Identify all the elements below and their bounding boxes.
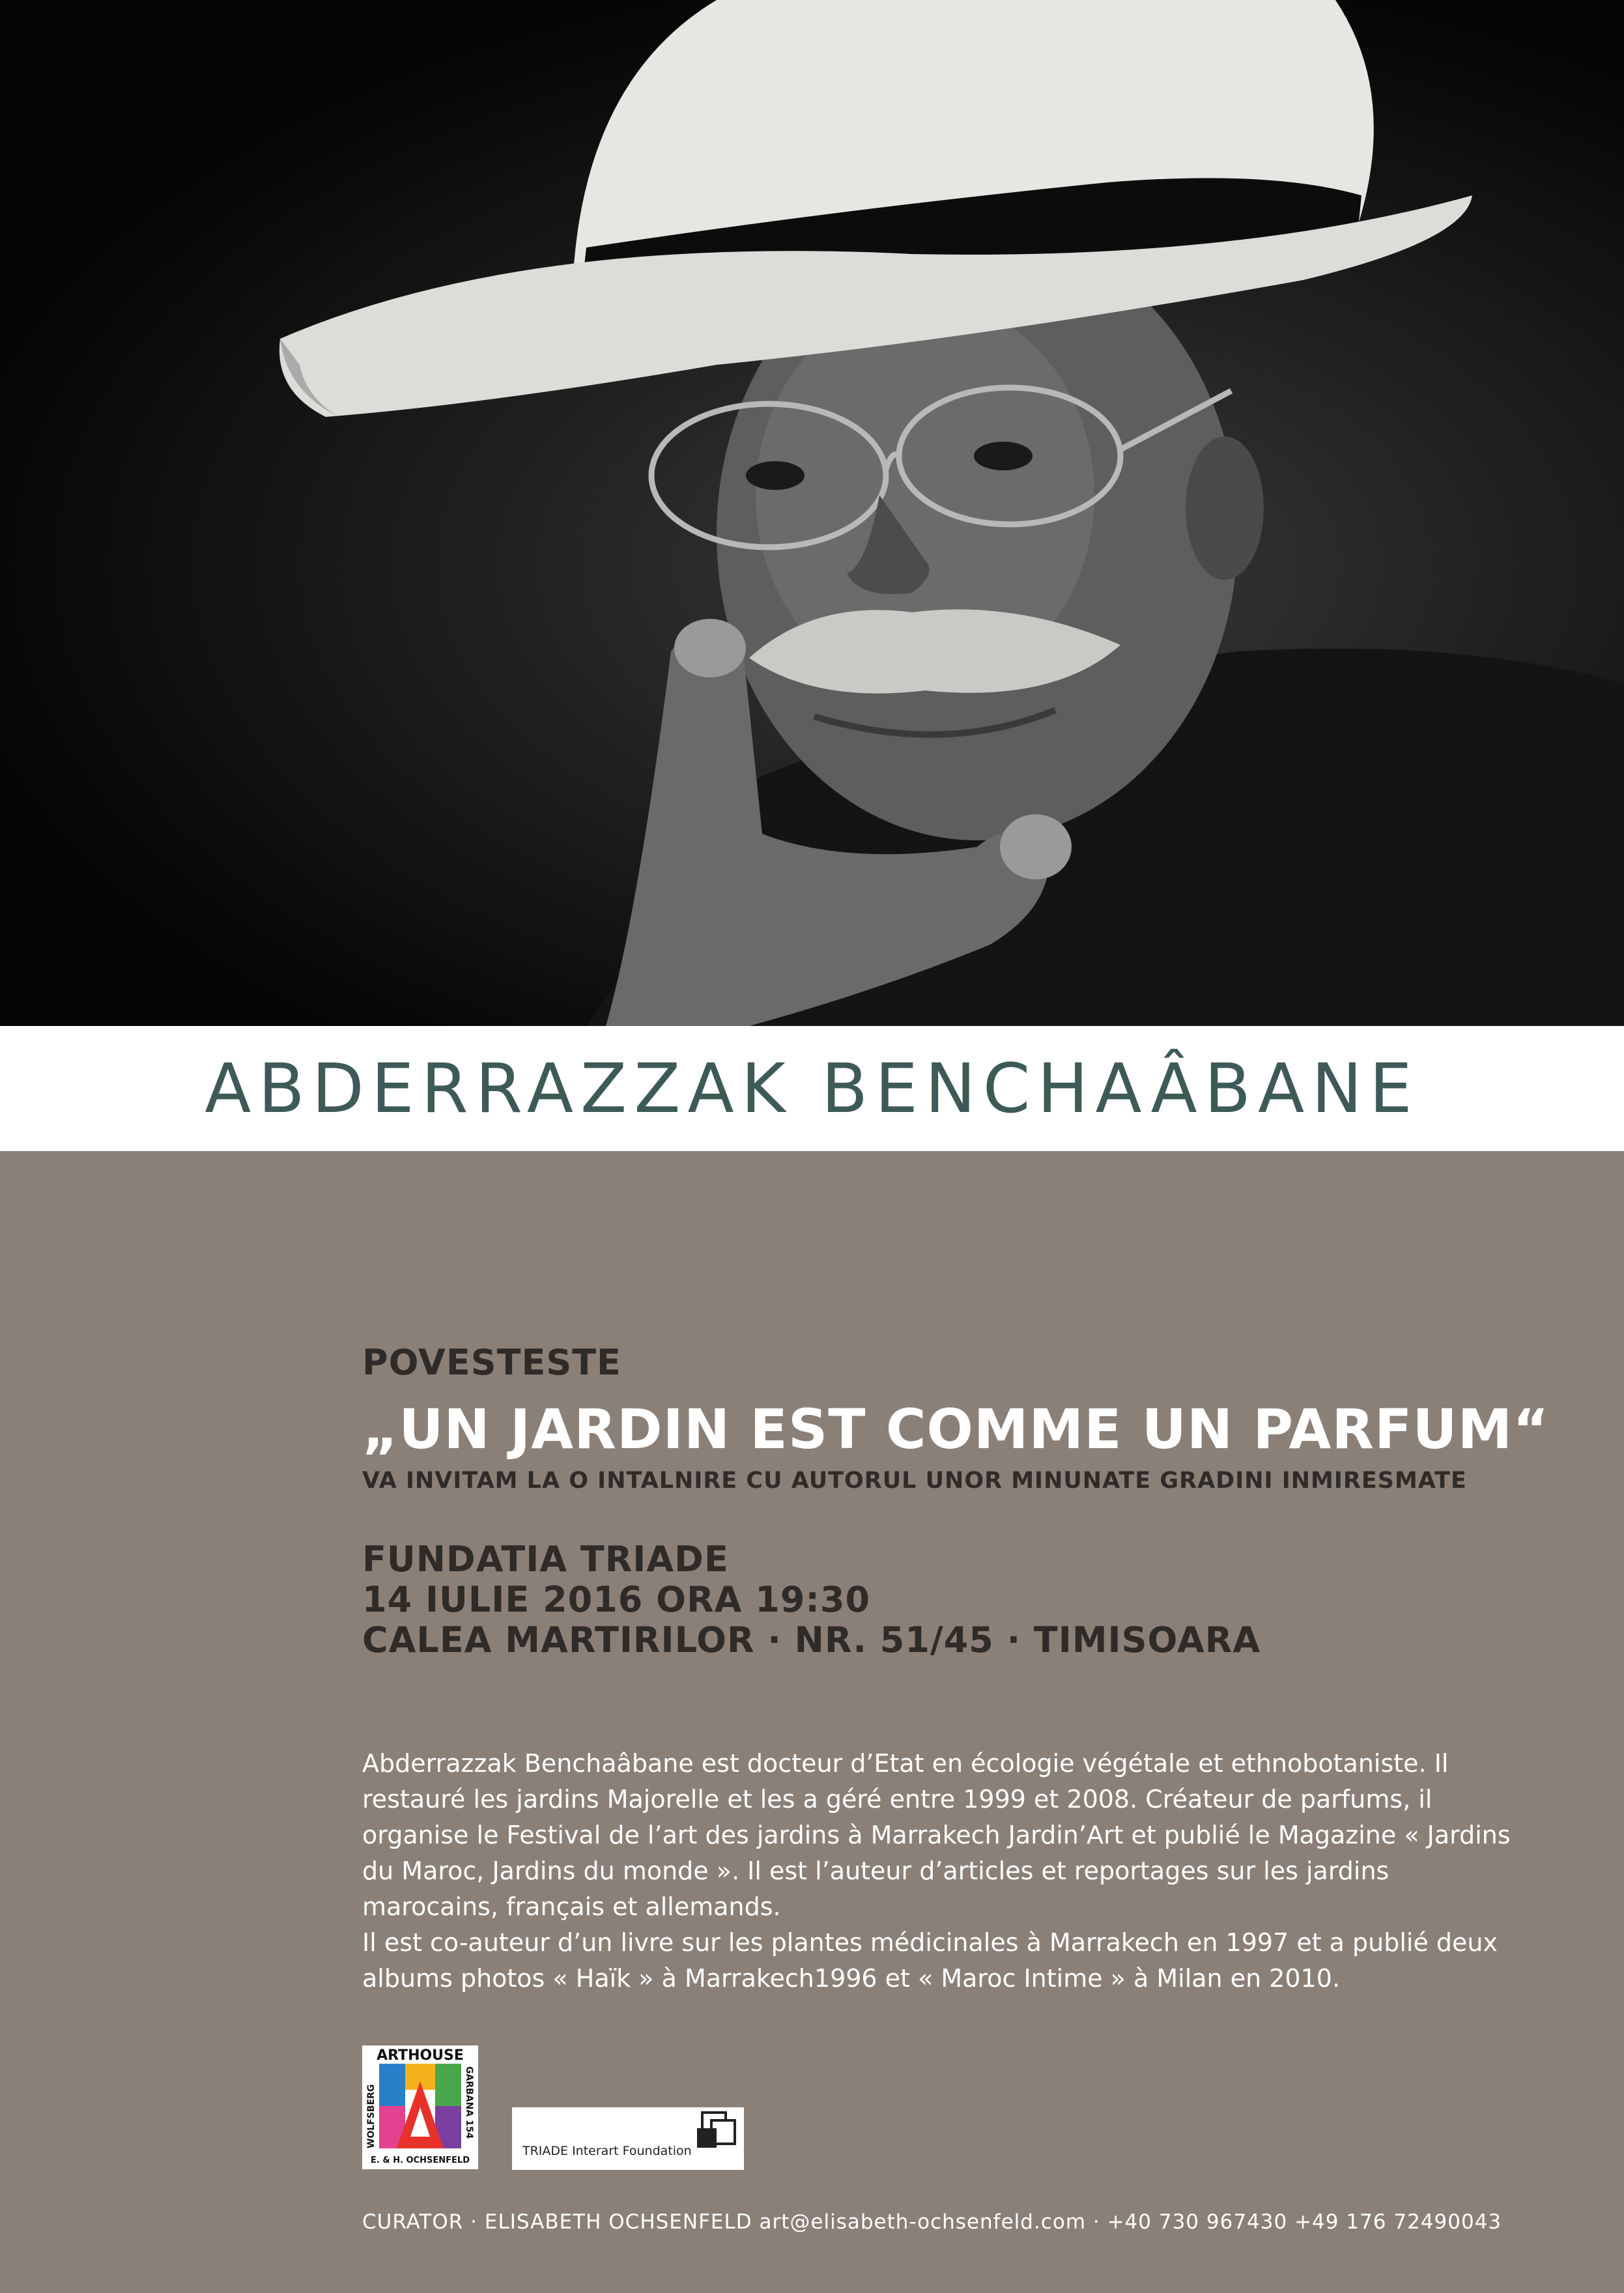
event-title: „UN JARDIN EST COMME UN PARFUM“	[362, 1397, 1550, 1461]
venue-address: CALEA MARTIRILOR · NR. 51/45 · TIMISOARA	[362, 1619, 1261, 1660]
portrait-photo	[0, 0, 1624, 1026]
invitation-line: VA INVITAM LA O INTALNIRE CU AUTORUL UNOR MINUNATE GRADINI INMIRESMATE	[362, 1468, 1467, 1494]
event-label: POVESTESTE	[362, 1342, 621, 1383]
biography	[362, 1746, 1522, 1997]
venue-name: FUNDATIA TRIADE	[362, 1539, 729, 1580]
arthouse-left-text: WOLFSBERG	[366, 2084, 377, 2148]
triade-logo-text: TRIADE Interart Foundation	[522, 2144, 692, 2158]
bio-paragraph: Il est co-auteur d’un livre sur les plantes médicinales à Marrakech en 1997 et a publié deux albums photos « Haïk » à Marrakech1996 et « Maroc Intime » à Milan en 2010.	[362, 1928, 1498, 1993]
arthouse-top-text: ARTHOUSE	[377, 2047, 464, 2064]
curator-footer: CURATOR · ELISABETH OCHSENFELD art@elisabeth-ochsenfeld.com · +40 730 967430 +49 176 72490043	[362, 2210, 1502, 2234]
bio-paragraph: Abderrazzak Benchaâbane est docteur d’Etat en écologie végétale et ethnobotaniste. Il restauré les jardins Majorelle et les a géré entre 1999 et 2008. Créateur de parfums, il organise le Festival de l’art des jardins à Marrakech Jardin’Art et publié le Magazine « Jardins du Maroc, Jardins du monde ». Il est l’auteur d’articles et reportages sur les jardins marocains, français et allemands.	[362, 1749, 1511, 1921]
arthouse-bottom-text: E. & H. OCHSENFELD	[371, 2156, 470, 2165]
portrait-illustration	[0, 0, 1624, 1026]
arthouse-logo	[362, 2045, 478, 2169]
venue-block	[362, 1539, 1522, 1660]
event-info	[362, 1342, 1550, 1660]
triade-logo	[512, 2107, 744, 2170]
name-banner	[0, 1026, 1624, 1151]
arthouse-right-text: GARBANA 154	[464, 2066, 474, 2139]
event-date-time: 14 IULIE 2016 ORA 19:30	[362, 1579, 871, 1620]
speaker-name: ABDERRAZZAK BENCHAÂBANE	[205, 1049, 1419, 1128]
